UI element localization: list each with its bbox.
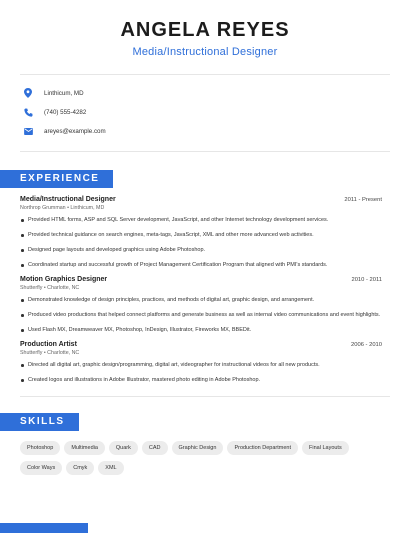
job-bullets (20, 361, 382, 384)
skills-list (0, 441, 410, 475)
job-title: Production Artist (20, 341, 77, 348)
contact-phone (22, 103, 388, 121)
experience-heading: EXPERIENCE (0, 170, 113, 188)
job-dates: 2011 - Present (344, 197, 382, 203)
job-bullet: Designed page layouts and developed graphics using Adobe Photoshop. (20, 246, 382, 254)
contact-block (0, 75, 410, 145)
job-title: Motion Graphics Designer (20, 276, 108, 283)
skills-section (0, 411, 410, 475)
candidate-title: Media/Instructional Designer (132, 46, 278, 58)
job-bullet: Directed all digital art, graphic design/programming, digital art, videographer for instructional videos for all new products. (20, 361, 382, 369)
contact-location (22, 84, 388, 102)
skills-heading: SKILLS (0, 413, 79, 431)
job-bullet: Demonstrated knowledge of design principles, practices, and methods of digital art, graphic design, and arrangement. (20, 296, 382, 304)
next-section-heading-bar (0, 523, 88, 533)
skill-chip: XML (98, 461, 123, 475)
experience-list (0, 196, 410, 384)
skill-chip: Final Layouts (302, 441, 349, 455)
skill-chip: Multimedia (64, 441, 105, 455)
job-bullets (20, 216, 382, 269)
job-bullets (20, 296, 382, 334)
job-employer: Northrop Grumman • Linthicum, MD (20, 205, 105, 211)
skill-chip: Quark (109, 441, 138, 455)
location-pin-icon (22, 87, 34, 99)
job-bullet: Provided HTML forms, ASP and SQL Server development, JavaScript, and other Internet technology development services. (20, 216, 382, 224)
job-bullet: Coordinated startup and successful growth of Project Management Certification Program that aligned with PMI's standards. (20, 261, 382, 269)
contact-divider (20, 151, 390, 152)
skill-chip: CAD (142, 441, 168, 455)
job-employer: Shutterfly • Charlotte, NC (20, 285, 80, 291)
candidate-name: ANGELA REYES (120, 19, 290, 41)
job-entry (20, 341, 382, 384)
contact-location-text: Linthicum, MD (44, 89, 84, 97)
skill-chip: Photoshop (20, 441, 60, 455)
contact-email-text: areyes@example.com (44, 127, 106, 135)
job-entry (20, 196, 382, 269)
job-title: Media/Instructional Designer (20, 196, 116, 203)
job-bullet: Created logos and illustrations in Adobe Illustrator, mastered photo editing in Adobe Photoshop. (20, 376, 382, 384)
skill-chip: Color Ways (20, 461, 62, 475)
contact-phone-text: (740) 555-4282 (44, 108, 87, 116)
contact-email (22, 122, 388, 140)
experience-divider (20, 396, 390, 397)
job-employer: Shutterfly • Charlotte, NC (20, 350, 80, 356)
job-dates: 2006 - 2010 (351, 342, 382, 348)
resume-header (0, 0, 410, 58)
skill-chip: Production Department (227, 441, 298, 455)
email-icon (22, 125, 34, 137)
job-dates: 2010 - 2011 (351, 277, 382, 283)
job-bullet: Used Flash MX, Dreamweaver MX, Photoshop, InDesign, Illustrator, Fireworks MX, BBEDit. (20, 326, 382, 334)
skill-chip: Cmyk (66, 461, 94, 475)
job-entry (20, 276, 382, 334)
phone-icon (22, 106, 34, 118)
job-bullet: Provided technical guidance on search engines, meta-tags, JavaScript, XML and other more advanced web activities. (20, 231, 382, 239)
skill-chip: Graphic Design (172, 441, 224, 455)
experience-section (0, 168, 410, 384)
job-bullet: Produced video productions that helped connect platforms and generate business as well as internal video communications and event highlights. (20, 311, 382, 319)
